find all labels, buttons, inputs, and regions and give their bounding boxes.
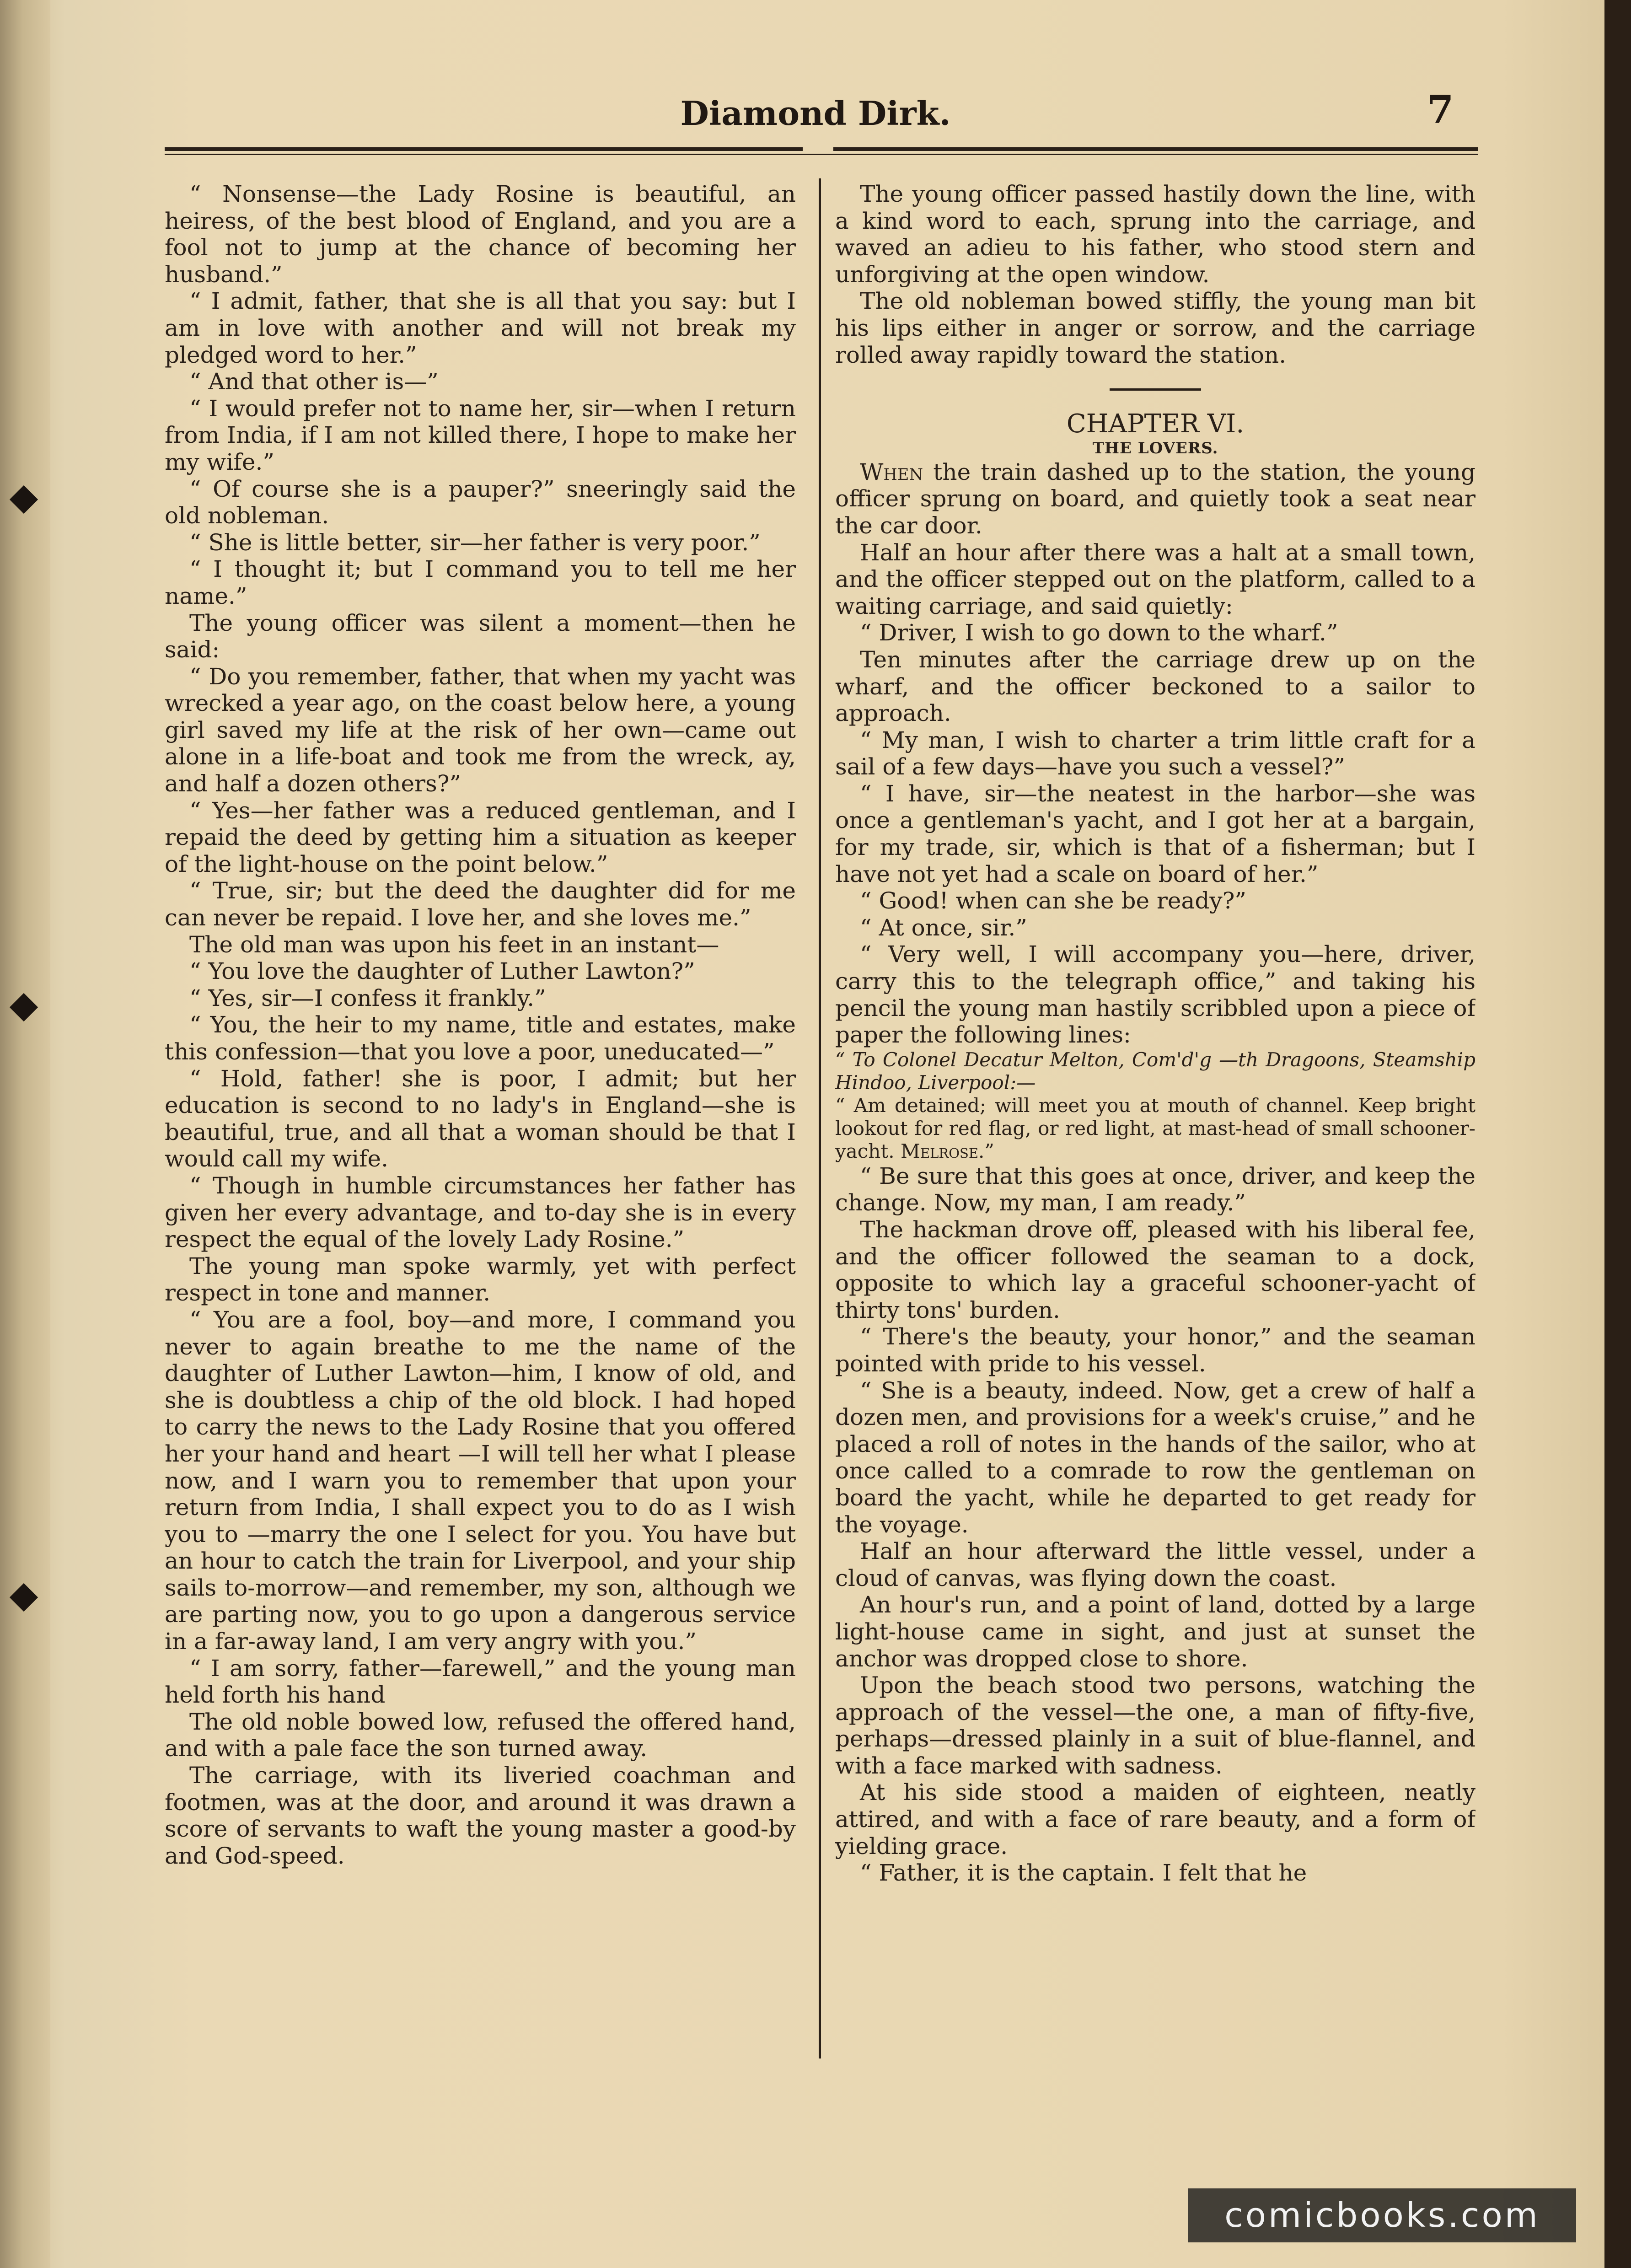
paragraph: “ Of course she is a pauper?” sneeringly said the old nobleman. xyxy=(165,475,796,529)
paragraph: The young man spoke warmly, yet with perfect respect in tone and manner. xyxy=(165,1252,796,1306)
paragraph: Upon the beach stood two persons, watching the approach of the vessel—the one, a man of fifty-five, perhaps—dressed plainly in a suit of blue-flannel, and with a face marked with sadness. xyxy=(835,1672,1475,1779)
paragraph: Ten minutes after the carriage drew up on the wharf, and the officer beckoned to a sailor to approach. xyxy=(835,646,1475,727)
paragraph: “ You, the heir to my name, title and estates, make this confession—that you love a poor, uneducated—” xyxy=(165,1011,796,1065)
paragraph: “ You are a fool, boy—and more, I command you never to again breathe to me the name of the daughter of Luther Lawton—him, I know of old, and she is doubtless a chip of the old block. I had hoped to carry the news to the Lady Rosine that you offered her your hand and heart —I will tell her what I please now, and I warn you to remember that upon your return from India, I shall expect you to do as I wish you to —marry the one I select for you. You have but an hour to catch the train for Liverpool, and your ship sails to-morrow—and remember, my son, although we are parting now, you to go upon a dangerous service in a far-away land, I am very angry with you.” xyxy=(165,1306,796,1655)
watermark-badge: comicbooks.com xyxy=(1188,2188,1576,2242)
paragraph: The old noble bowed low, refused the offered hand, and with a pale face the son turned away. xyxy=(165,1708,796,1762)
telegram-text: “ Am detained; will meet you at mouth of channel. Keep bright lookout for red flag, or red light, at mast-head of small schooner-yacht. xyxy=(835,1094,1475,1162)
header-rule-thin xyxy=(165,154,1478,155)
binding-hole xyxy=(10,1583,38,1612)
binding-hole xyxy=(10,485,38,514)
paragraph: “ Good! when can she be ready?” xyxy=(860,887,1246,914)
paragraph: “ I have, sir—the neatest in the harbor—she was once a gentleman's yacht, and I got her at a bargain, for my trade, sir, which is that of a fisherman; but I have not yet had a scale on board of her.” xyxy=(835,780,1475,887)
paragraph: “ She is a beauty, indeed. Now, get a crew of half a dozen men, and provisions for a week's cruise,” and he placed a roll of notes in the hands of the sailor, who at once called to a comrade to row the gentleman on board the yacht, while he departed to get ready for the voyage. xyxy=(835,1377,1475,1538)
paragraph: “ True, sir; but the deed the daughter did for me can never be repaid. I love her, and she loves me.” xyxy=(165,877,796,931)
paragraph: “ And that other is—” xyxy=(189,368,439,395)
paragraph: The young officer passed hastily down the line, with a kind word to each, sprung into the carriage, and waved an adieu to his father, who stood stern and unforgiving at the open window. xyxy=(835,181,1475,288)
header-rule-right xyxy=(833,147,1478,151)
paragraph: The old nobleman bowed stiffly, the young man bit his lips either in anger or sorrow, and the carriage rolled away rapidly toward the station. xyxy=(835,288,1475,368)
left-column xyxy=(165,181,796,2079)
paragraph: The carriage, with its liveried coachman and footmen, was at the door, and around it was drawn a score of servants to waft the young master a good-by and God-speed. xyxy=(165,1762,796,1869)
paragraph: “ At once, sir.” xyxy=(860,914,1027,941)
paragraph: “ Driver, I wish to go down to the wharf.” xyxy=(860,619,1338,646)
paragraph: “ You love the daughter of Luther Lawton?” xyxy=(189,958,695,985)
page-number: 7 xyxy=(1427,87,1454,132)
paragraph: “ I thought it; but I command you to tell me her name.” xyxy=(165,556,796,609)
column-divider xyxy=(819,178,821,2058)
paragraph: “ There's the beauty, your honor,” and the seaman pointed with pride to his vessel. xyxy=(835,1323,1475,1377)
paragraph: “ I admit, father, that she is all that you say: but I am in love with another and will not break my pledged word to her.” xyxy=(165,288,796,368)
page-edge-shadow xyxy=(1604,0,1631,2268)
chapter-heading: CHAPTER VI. xyxy=(1066,409,1245,439)
paragraph: “ Yes, sir—I confess it frankly.” xyxy=(189,984,546,1011)
telegram-body xyxy=(835,1094,1475,1163)
paragraph: Half an hour after there was a halt at a small town, and the officer stepped out on the platform, called to a waiting carriage, and said quietly: xyxy=(835,539,1475,619)
telegram-address: “ To Colonel Decatur Melton, Com'd'g —th Dragoons, Steamship Hindoo, Liverpool:— xyxy=(835,1048,1475,1094)
paragraph: The young officer was silent a moment—then he said: xyxy=(165,609,796,663)
chapter-subtitle: THE LOVERS. xyxy=(1092,439,1218,457)
paragraph: “ I would prefer not to name her, sir—when I return from India, if I am not killed there, I hope to make her my wife.” xyxy=(165,395,796,475)
paragraph: “ Father, it is the captain. I felt that he xyxy=(860,1860,1307,1886)
paragraph: “ She is little better, sir—her father is very poor.” xyxy=(189,529,761,556)
paragraph: “ I am sorry, father—farewell,” and the young man held forth his hand xyxy=(165,1655,796,1709)
paragraph: An hour's run, and a point of land, dotted by a large light-house came in sight, and just at sunset the anchor was dropped close to shore. xyxy=(835,1591,1475,1672)
paragraph: “ Be sure that this goes at once, driver, and keep the change. Now, my man, I am ready.” xyxy=(835,1162,1475,1216)
paragraph: At his side stood a maiden of eighteen, neatly attired, and with a face of rare beauty, and a form of yielding grace. xyxy=(835,1779,1475,1860)
opening-text: the train dashed up to the station, the young officer sprung on board, and quietly took a seat near the car door. xyxy=(835,458,1475,539)
paragraph: “ Though in humble circumstances her father has given her every advantage, and to-day she is in every respect the equal of the lovely Lady Rosine.” xyxy=(165,1172,796,1253)
telegram-close-quote: ” xyxy=(984,1139,994,1162)
binding-hole xyxy=(10,993,38,1021)
paragraph: “ Very well, I will accompany you—here, driver, carry this to the telegraph office,” and taking his pencil the young man hastily scribbled upon a piece of paper the following lines: xyxy=(835,941,1475,1048)
paragraph: “ Do you remember, father, that when my yacht was wrecked a year ago, on the coast below here, a young girl saved my life at the risk of her own—came out alone in a life-boat and took me from the wreck, ay, and half a dozen others?” xyxy=(165,663,796,797)
paragraph: The old man was upon his feet in an instant— xyxy=(189,931,719,958)
paragraph: The hackman drove off, pleased with his liberal fee, and the officer followed the seaman to a dock, opposite to which lay a graceful schooner-yacht of thirty tons' burden. xyxy=(835,1216,1475,1323)
paragraph: Half an hour afterward the little vessel, under a cloud of canvas, was flying down the coast. xyxy=(835,1538,1475,1591)
paragraph: “ Yes—her father was a reduced gentleman, and I repaid the deed by getting him a situation as keeper of the light-house on the point below.” xyxy=(165,797,796,877)
paragraph: “ Hold, father! she is poor, I admit; but her education is second to no lady's in England—she is beautiful, true, and all that a woman should be that I would call my wife. xyxy=(165,1065,796,1172)
paragraph: “ Nonsense—the Lady Rosine is beautiful, an heiress, of the best blood of England, and you are a fool not to jump at the chance of becoming her husband.” xyxy=(165,181,796,288)
header-rule-left xyxy=(165,147,803,151)
paragraph: “ My man, I wish to charter a trim little craft for a sail of a few days—have you such a vessel?” xyxy=(835,726,1475,780)
telegram-signature: Melrose. xyxy=(900,1139,985,1162)
right-column xyxy=(835,181,1475,2079)
binding-edge xyxy=(0,0,50,2268)
section-separator xyxy=(1110,388,1201,391)
opening-word: When xyxy=(860,458,923,485)
chapter-opening-paragraph xyxy=(835,459,1475,539)
running-head-title: Diamond Dirk. xyxy=(680,94,951,133)
